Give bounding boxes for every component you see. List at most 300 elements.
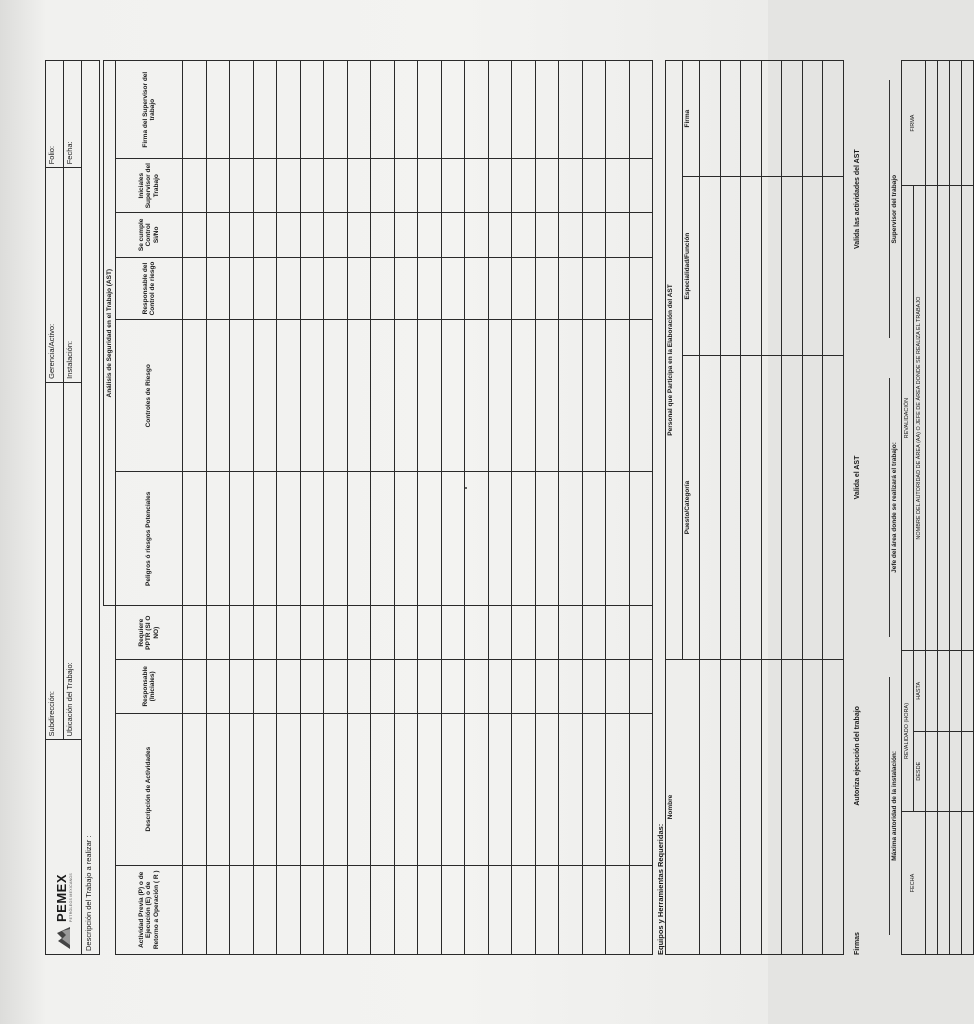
table-cell[interactable]	[488, 865, 512, 954]
table-cell[interactable]	[488, 159, 512, 213]
equipos-table-row	[782, 61, 803, 955]
table-cell[interactable]	[512, 159, 536, 213]
table-cell[interactable]	[253, 213, 277, 258]
table-cell[interactable]	[418, 159, 442, 213]
table-cell[interactable]	[206, 61, 230, 159]
table-cell[interactable]	[394, 713, 418, 865]
table-cell[interactable]	[300, 320, 324, 472]
table-cell[interactable]	[347, 865, 371, 954]
table-cell[interactable]	[465, 320, 489, 472]
table-cell[interactable]	[371, 660, 395, 714]
table-cell[interactable]	[700, 356, 721, 660]
table-cell[interactable]	[206, 257, 230, 320]
table-cell[interactable]	[230, 660, 254, 714]
table-cell[interactable]	[300, 713, 324, 865]
table-cell[interactable]	[925, 731, 937, 811]
table-cell[interactable]	[949, 186, 961, 651]
table-cell[interactable]	[206, 320, 230, 472]
table-cell[interactable]	[371, 713, 395, 865]
table-cell[interactable]	[277, 320, 301, 472]
table-cell[interactable]	[183, 257, 207, 320]
table-cell[interactable]	[606, 213, 630, 258]
gerencia-field[interactable]: Gerencia/Activo:	[46, 168, 64, 383]
table-cell[interactable]	[823, 61, 844, 177]
table-cell[interactable]	[418, 713, 442, 865]
table-cell[interactable]	[465, 159, 489, 213]
table-cell[interactable]	[465, 865, 489, 954]
equipos-personal-table	[665, 60, 844, 955]
table-cell[interactable]	[277, 660, 301, 714]
table-cell[interactable]	[606, 159, 630, 213]
table-cell[interactable]	[629, 472, 653, 606]
table-cell[interactable]	[582, 606, 606, 660]
table-cell[interactable]	[206, 865, 230, 954]
ast-table-row	[441, 61, 465, 955]
table-cell[interactable]	[183, 213, 207, 258]
table-cell[interactable]	[253, 472, 277, 606]
table-cell[interactable]	[535, 472, 559, 606]
table-cell[interactable]	[582, 713, 606, 865]
table-cell[interactable]	[559, 660, 583, 714]
table-cell[interactable]	[582, 660, 606, 714]
table-cell[interactable]	[347, 713, 371, 865]
table-cell[interactable]	[394, 320, 418, 472]
table-cell[interactable]	[277, 865, 301, 954]
table-cell[interactable]	[606, 472, 630, 606]
table-cell[interactable]	[277, 213, 301, 258]
table-cell[interactable]	[253, 660, 277, 714]
table-cell[interactable]	[535, 865, 559, 954]
table-cell[interactable]	[206, 713, 230, 865]
ast-table-row	[206, 61, 230, 955]
table-cell[interactable]	[961, 811, 973, 954]
table-cell[interactable]	[324, 472, 348, 606]
table-cell[interactable]	[559, 865, 583, 954]
ast-table-row	[324, 61, 348, 955]
table-cell[interactable]	[347, 257, 371, 320]
table-cell[interactable]	[300, 865, 324, 954]
logo-subtitle: PETRÓLEOS MEXICANOS	[69, 872, 73, 922]
table-cell[interactable]	[230, 159, 254, 213]
table-cell[interactable]	[582, 865, 606, 954]
table-cell[interactable]	[535, 606, 559, 660]
table-cell[interactable]	[418, 472, 442, 606]
ast-table-row	[629, 61, 653, 955]
ast-title: Análisis de Seguridad en el Trabajo (AST)	[104, 61, 116, 606]
ast-table-row	[253, 61, 277, 955]
table-cell[interactable]	[925, 811, 937, 954]
supervisor-signature[interactable]: Supervisor del trabajo	[889, 80, 898, 338]
table-cell[interactable]	[512, 61, 536, 159]
table-cell[interactable]	[937, 61, 949, 186]
table-cell[interactable]	[230, 257, 254, 320]
reval-table-row	[949, 61, 961, 955]
table-cell[interactable]	[300, 159, 324, 213]
table-cell[interactable]	[441, 213, 465, 258]
table-cell[interactable]	[465, 61, 489, 159]
table-cell[interactable]	[441, 320, 465, 472]
table-cell[interactable]	[761, 177, 782, 356]
table-cell[interactable]	[741, 61, 762, 177]
table-cell[interactable]	[347, 320, 371, 472]
table-cell[interactable]	[961, 651, 973, 731]
table-cell[interactable]	[629, 606, 653, 660]
table-cell[interactable]	[277, 257, 301, 320]
table-cell[interactable]	[802, 659, 823, 954]
table-cell[interactable]	[629, 660, 653, 714]
table-cell[interactable]	[324, 61, 348, 159]
table-cell[interactable]	[741, 356, 762, 660]
table-cell[interactable]	[394, 472, 418, 606]
table-cell[interactable]	[700, 177, 721, 356]
table-cell[interactable]	[488, 606, 512, 660]
table-cell[interactable]	[230, 213, 254, 258]
table-cell[interactable]	[394, 213, 418, 258]
table-cell[interactable]	[324, 159, 348, 213]
table-cell[interactable]	[761, 356, 782, 660]
table-cell[interactable]	[488, 320, 512, 472]
table-cell[interactable]	[559, 61, 583, 159]
table-cell[interactable]	[371, 472, 395, 606]
table-cell[interactable]	[253, 159, 277, 213]
table-cell[interactable]	[418, 660, 442, 714]
equipos-table-row	[741, 61, 762, 955]
table-cell[interactable]	[629, 865, 653, 954]
especialidad-header: Especialidad/Función	[683, 177, 700, 356]
ast-form	[45, 60, 922, 955]
table-cell[interactable]	[418, 213, 442, 258]
reval-table-row	[937, 61, 949, 955]
table-cell[interactable]	[371, 320, 395, 472]
table-cell[interactable]	[512, 213, 536, 258]
equipos-table-row	[700, 61, 721, 955]
table-cell[interactable]	[629, 257, 653, 320]
table-cell[interactable]	[925, 651, 937, 731]
table-cell[interactable]	[418, 606, 442, 660]
table-cell[interactable]	[324, 213, 348, 258]
ast-table-row	[559, 61, 583, 955]
table-cell[interactable]	[512, 472, 536, 606]
ast-table	[103, 60, 653, 955]
table-cell[interactable]	[230, 606, 254, 660]
table-cell[interactable]	[183, 865, 207, 954]
table-cell[interactable]	[277, 713, 301, 865]
table-cell[interactable]	[961, 731, 973, 811]
table-cell[interactable]	[371, 61, 395, 159]
table-cell[interactable]	[559, 213, 583, 258]
table-cell[interactable]	[183, 472, 207, 606]
table-cell[interactable]	[418, 257, 442, 320]
table-cell[interactable]	[559, 713, 583, 865]
table-cell[interactable]	[441, 606, 465, 660]
column-header: Firma del Supervisor del trabajo	[116, 61, 183, 159]
table-cell[interactable]	[441, 257, 465, 320]
pemex-eagle-icon	[56, 925, 72, 951]
table-cell[interactable]	[230, 320, 254, 472]
table-cell[interactable]	[925, 61, 937, 186]
table-cell[interactable]	[277, 472, 301, 606]
table-cell[interactable]	[535, 320, 559, 472]
table-cell[interactable]	[802, 61, 823, 177]
table-cell[interactable]	[582, 159, 606, 213]
table-cell[interactable]	[418, 320, 442, 472]
table-cell[interactable]	[937, 651, 949, 731]
table-cell[interactable]	[371, 865, 395, 954]
table-cell[interactable]	[394, 61, 418, 159]
table-cell[interactable]	[371, 213, 395, 258]
column-header: Peligros ó riesgos Potenciales	[116, 472, 183, 606]
table-cell[interactable]	[300, 472, 324, 606]
table-cell[interactable]	[559, 257, 583, 320]
table-cell[interactable]	[394, 660, 418, 714]
table-cell[interactable]	[488, 713, 512, 865]
table-cell[interactable]	[606, 61, 630, 159]
table-cell[interactable]	[253, 61, 277, 159]
table-cell[interactable]	[441, 472, 465, 606]
table-cell[interactable]	[606, 865, 630, 954]
table-cell[interactable]	[253, 606, 277, 660]
column-header: Requiere PPTR (SI O NO)	[116, 606, 183, 660]
table-cell[interactable]	[277, 606, 301, 660]
table-cell[interactable]	[183, 606, 207, 660]
table-cell[interactable]	[961, 61, 973, 186]
table-cell[interactable]	[230, 472, 254, 606]
table-cell[interactable]	[720, 177, 741, 356]
table-cell[interactable]	[183, 320, 207, 472]
table-cell[interactable]	[559, 159, 583, 213]
table-cell[interactable]	[949, 731, 961, 811]
table-cell[interactable]	[347, 606, 371, 660]
table-cell[interactable]	[253, 865, 277, 954]
autoriza-label: Autoriza ejecución del trabajo	[853, 706, 861, 806]
table-cell[interactable]	[465, 213, 489, 258]
table-cell[interactable]	[937, 811, 949, 954]
table-cell[interactable]	[347, 472, 371, 606]
table-cell[interactable]	[629, 320, 653, 472]
table-cell[interactable]	[465, 660, 489, 714]
table-cell[interactable]	[394, 257, 418, 320]
table-cell[interactable]	[606, 713, 630, 865]
table-cell[interactable]	[582, 320, 606, 472]
table-cell[interactable]	[206, 159, 230, 213]
table-cell[interactable]	[720, 356, 741, 660]
nombre-header: Nombre	[666, 659, 700, 954]
table-cell[interactable]	[629, 713, 653, 865]
table-cell[interactable]	[937, 731, 949, 811]
table-cell[interactable]	[512, 257, 536, 320]
table-cell[interactable]	[324, 713, 348, 865]
table-cell[interactable]	[761, 659, 782, 954]
table-cell[interactable]	[347, 61, 371, 159]
column-header: Se cumple Control Si/No	[116, 213, 183, 258]
table-cell[interactable]	[371, 606, 395, 660]
table-cell[interactable]	[823, 659, 844, 954]
ast-table-row	[488, 61, 512, 955]
table-cell[interactable]	[488, 472, 512, 606]
instalacion-field[interactable]: Instalación:	[64, 168, 82, 383]
table-cell[interactable]	[823, 177, 844, 356]
table-cell[interactable]	[629, 159, 653, 213]
table-cell[interactable]	[324, 257, 348, 320]
ast-table-row	[347, 61, 371, 955]
table-cell[interactable]	[535, 61, 559, 159]
table-cell[interactable]	[629, 213, 653, 258]
table-cell[interactable]	[512, 865, 536, 954]
table-cell[interactable]	[206, 606, 230, 660]
table-cell[interactable]	[582, 257, 606, 320]
table-cell[interactable]	[394, 865, 418, 954]
table-cell[interactable]	[535, 257, 559, 320]
table-cell[interactable]	[465, 257, 489, 320]
table-cell[interactable]	[606, 320, 630, 472]
table-cell[interactable]	[961, 186, 973, 651]
table-cell[interactable]	[782, 356, 803, 660]
table-cell[interactable]	[230, 61, 254, 159]
ast-table-row	[535, 61, 559, 955]
table-cell[interactable]	[441, 660, 465, 714]
table-cell[interactable]	[582, 61, 606, 159]
table-cell[interactable]	[230, 865, 254, 954]
column-header: Actividad Previa (P) o de Ejecución (E) o de Retorno a Operación ( R )	[116, 865, 183, 954]
table-cell[interactable]	[512, 660, 536, 714]
table-cell[interactable]	[700, 61, 721, 177]
table-cell[interactable]	[823, 356, 844, 660]
jefe-area-signature[interactable]: Jefe del área donde se realizará el trabajo:	[889, 378, 898, 636]
table-cell[interactable]	[371, 257, 395, 320]
table-cell[interactable]	[512, 713, 536, 865]
table-cell[interactable]	[700, 659, 721, 954]
table-cell[interactable]	[741, 177, 762, 356]
ast-table-row	[371, 61, 395, 955]
fecha-field[interactable]: Fecha:	[64, 61, 82, 168]
table-cell[interactable]	[253, 257, 277, 320]
table-cell[interactable]	[465, 606, 489, 660]
table-cell[interactable]	[582, 472, 606, 606]
table-cell[interactable]	[559, 472, 583, 606]
table-cell[interactable]	[253, 320, 277, 472]
table-cell[interactable]	[300, 660, 324, 714]
table-cell[interactable]	[782, 177, 803, 356]
table-cell[interactable]	[441, 713, 465, 865]
table-cell[interactable]	[324, 606, 348, 660]
table-cell[interactable]	[300, 61, 324, 159]
table-cell[interactable]	[720, 61, 741, 177]
folio-field[interactable]: Folio:	[46, 61, 64, 168]
table-cell[interactable]	[394, 606, 418, 660]
table-cell[interactable]	[206, 472, 230, 606]
table-cell[interactable]	[183, 61, 207, 159]
table-cell[interactable]	[488, 257, 512, 320]
table-cell[interactable]	[300, 257, 324, 320]
table-cell[interactable]	[441, 159, 465, 213]
table-cell[interactable]	[925, 186, 937, 651]
table-cell[interactable]	[347, 213, 371, 258]
pemex-logo	[54, 743, 73, 951]
table-cell[interactable]	[606, 257, 630, 320]
table-cell[interactable]	[206, 213, 230, 258]
table-cell[interactable]	[441, 61, 465, 159]
table-cell[interactable]	[253, 713, 277, 865]
table-cell[interactable]	[761, 61, 782, 177]
table-cell[interactable]	[300, 213, 324, 258]
table-cell[interactable]	[183, 713, 207, 865]
ubicacion-field[interactable]: Ubicación del Trabajo:	[64, 382, 82, 740]
table-cell[interactable]	[535, 213, 559, 258]
table-cell[interactable]	[230, 713, 254, 865]
table-cell[interactable]	[949, 61, 961, 186]
table-cell[interactable]	[347, 159, 371, 213]
table-cell[interactable]	[741, 659, 762, 954]
reval-hasta-header: HASTA	[913, 651, 925, 731]
table-cell[interactable]	[418, 61, 442, 159]
valida-ast-label: Valida el AST	[853, 455, 861, 500]
column-header: Iniciales Supervisor del Trabajo	[116, 159, 183, 213]
table-cell[interactable]	[535, 713, 559, 865]
column-header: Responsable del Control de riesgo	[116, 257, 183, 320]
table-cell[interactable]	[183, 660, 207, 714]
table-cell[interactable]	[802, 356, 823, 660]
table-cell[interactable]	[277, 159, 301, 213]
reval-nombre-header: NOMBRE DEL AUTORIDAD DE ÁREA (AA) O JEFE DE ÁREA DONDE SE REALIZA EL TRABAJO	[913, 186, 925, 651]
table-cell[interactable]	[465, 472, 489, 606]
table-cell[interactable]	[949, 811, 961, 954]
maxima-autoridad-signature[interactable]: Máxima autoridad de la instalación:	[889, 677, 898, 935]
table-cell[interactable]	[559, 320, 583, 472]
table-cell[interactable]	[512, 320, 536, 472]
firma-header: Firma	[683, 61, 700, 177]
ast-table-row	[394, 61, 418, 955]
table-cell[interactable]	[206, 660, 230, 714]
table-cell[interactable]	[277, 61, 301, 159]
table-cell[interactable]	[488, 61, 512, 159]
table-cell[interactable]	[559, 606, 583, 660]
table-cell[interactable]	[535, 159, 559, 213]
table-cell[interactable]	[300, 606, 324, 660]
ast-table-row	[465, 61, 489, 955]
reval-firma-header: FIRMA	[901, 61, 925, 186]
table-cell[interactable]	[606, 606, 630, 660]
table-cell[interactable]	[324, 320, 348, 472]
table-cell[interactable]	[394, 159, 418, 213]
table-cell[interactable]	[488, 660, 512, 714]
table-cell[interactable]	[465, 713, 489, 865]
reval-fecha-header: FECHA	[901, 811, 925, 954]
table-cell[interactable]	[720, 659, 741, 954]
table-cell[interactable]	[324, 660, 348, 714]
reval-table-row	[961, 61, 973, 955]
table-cell[interactable]	[535, 660, 559, 714]
table-cell[interactable]	[418, 865, 442, 954]
table-cell[interactable]	[782, 61, 803, 177]
subdireccion-field[interactable]: Subdirección:	[46, 382, 64, 740]
table-cell[interactable]	[949, 651, 961, 731]
table-cell[interactable]	[629, 61, 653, 159]
table-cell[interactable]	[324, 865, 348, 954]
table-cell[interactable]	[782, 659, 803, 954]
table-cell[interactable]	[183, 159, 207, 213]
table-cell[interactable]	[937, 186, 949, 651]
table-cell[interactable]	[802, 177, 823, 356]
ast-table-row	[183, 61, 207, 955]
table-cell[interactable]	[606, 660, 630, 714]
table-cell[interactable]	[512, 606, 536, 660]
table-cell[interactable]	[371, 159, 395, 213]
table-cell[interactable]	[347, 660, 371, 714]
table-cell[interactable]	[582, 213, 606, 258]
table-cell[interactable]	[488, 213, 512, 258]
descripcion-trabajo-field[interactable]: Descripción del Trabajo a realizar :	[82, 60, 100, 955]
table-cell[interactable]	[441, 865, 465, 954]
